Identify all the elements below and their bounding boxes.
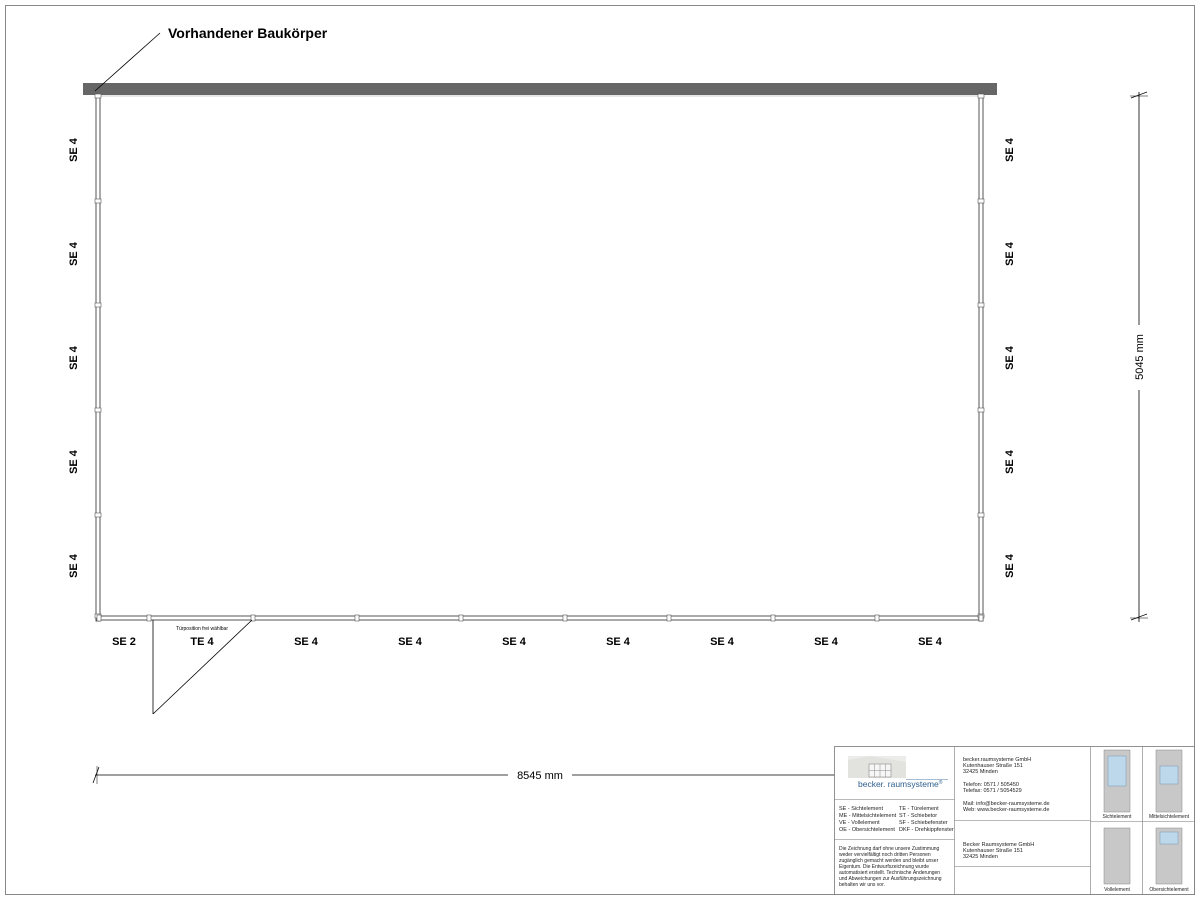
bottom-panel-label: SE 4 (918, 636, 942, 648)
legend-st: ST - Schiebetor (899, 813, 938, 819)
right-panel-label: SE 4 (1004, 450, 1016, 474)
company-brand: becker. raumsysteme® (858, 779, 943, 789)
wall-joint (95, 94, 101, 98)
legend-me: ME - Mittelsichtelement (839, 813, 897, 819)
company-mail: Mail: info@becker-raumsysteme.de (963, 801, 1050, 807)
wall-joint (667, 615, 671, 621)
wall-outline (96, 96, 983, 621)
legend-oe: OE - Obersichtelement (839, 827, 895, 833)
wall-joint (771, 615, 775, 621)
legend-se: SE - Sichtelement (839, 806, 884, 812)
customer-street: Kutenhauser Straße 151 (963, 848, 1023, 854)
disclaimer-line: Eigentum. Die Entwurfszeichnung wurde (839, 864, 930, 870)
wall-joints (95, 94, 984, 621)
bottom-panel-label: SE 4 (814, 636, 838, 648)
thumb-vollelement (1104, 828, 1130, 884)
wall-joint (147, 615, 151, 621)
bottom-panel-label: SE 4 (294, 636, 318, 648)
wall-joint (563, 615, 567, 621)
legend-dkf: DKF - Drehkippfenster (899, 827, 954, 833)
door-note: Türposition frei wählbar (176, 626, 228, 632)
width-dimension-label: 8545 mm (517, 770, 563, 782)
company-name: becker.raumsysteme GmbH (963, 757, 1032, 763)
right-panel-labels (1004, 137, 1016, 578)
wall-joint (95, 303, 101, 307)
customer-city: 32425 Minden (963, 854, 998, 860)
disclaimer-line: Die Zeichnung darf ohne unsere Zustimmung (839, 846, 940, 852)
wall-joint (355, 615, 359, 621)
wall-joint (875, 615, 879, 621)
wall-joint (459, 615, 463, 621)
wall-joint (95, 408, 101, 412)
thumb-sichtelement-label: Sichtelement (1102, 814, 1132, 820)
thumb-obersichtelement-label: Obersichtelement (1149, 887, 1189, 893)
bottom-panel-label: SE 2 (112, 636, 136, 648)
legend-ve: VE - Vollelement (839, 820, 880, 826)
legend-sf: SF - Schiebefenster (899, 820, 948, 826)
left-panel-labels (68, 137, 80, 578)
bottom-panel-label: SE 4 (398, 636, 422, 648)
company-fax: Telefax: 0571 / 5054529 (963, 788, 1022, 794)
right-panel-label: SE 4 (1004, 242, 1016, 266)
bottom-panel-label: SE 4 (710, 636, 734, 648)
company-phone: Telefon: 0571 / 505450 (963, 782, 1019, 788)
legend-te: TE - Türelement (899, 806, 939, 812)
disclaimer (839, 846, 942, 888)
right-panel-label: SE 4 (1004, 554, 1016, 578)
building-label: Vorhandener Baukörper (168, 25, 328, 41)
disclaimer-line: zugänglich gemacht werden und bleibt unser (839, 858, 939, 864)
company-city: 32425 Minden (963, 769, 998, 775)
disclaimer-line: automatisiert erstellt. Technische Änderungen (839, 870, 941, 876)
thumb-vollelement-label: Vollelement (1104, 887, 1130, 893)
customer-name: Becker Raumsysteme GmbH (963, 842, 1035, 848)
thumb-mittelsichtelement (1156, 750, 1182, 812)
company-web: Web: www.becker-raumsysteme.de (963, 807, 1050, 813)
existing-building-bar (83, 83, 997, 95)
bottom-panel-labels (112, 636, 943, 648)
wall-joint (979, 615, 983, 621)
wall-joint (95, 199, 101, 203)
left-panel-label: SE 4 (68, 554, 80, 578)
thumb-sichtelement (1104, 750, 1130, 812)
left-panel-label: SE 4 (68, 450, 80, 474)
left-panel-label: SE 4 (68, 346, 80, 370)
left-panel-label: SE 4 (68, 138, 80, 162)
wall-joint (978, 513, 984, 517)
right-panel-label: SE 4 (1004, 138, 1016, 162)
right-panel-label: SE 4 (1004, 346, 1016, 370)
bottom-panel-label: TE 4 (190, 636, 214, 648)
bottom-panel-label: SE 4 (606, 636, 630, 648)
wall-joint (978, 303, 984, 307)
thumb-obersichtelement (1156, 828, 1182, 884)
disclaimer-line: und Abweichungen zur Ausführungszeichnung (839, 876, 942, 882)
company-street: Kutenhauser Straße 151 (963, 763, 1023, 769)
left-panel-label: SE 4 (68, 242, 80, 266)
wall-joint (95, 513, 101, 517)
disclaimer-line: behalten wir uns vor. (839, 882, 885, 888)
wall-joint (978, 94, 984, 98)
bottom-panel-label: SE 4 (502, 636, 526, 648)
wall-joint (97, 615, 101, 621)
building-leader-line (95, 33, 160, 91)
thumb-mittelsichtelement-label: Mittelsichtelement (1148, 814, 1190, 820)
depth-dimension-label: 5045 mm (1134, 334, 1146, 380)
disclaimer-line: weder vervielfältigt noch dritten Personen (839, 852, 931, 858)
door-swing (153, 620, 252, 714)
wall-joint (978, 199, 984, 203)
wall-joint (978, 408, 984, 412)
